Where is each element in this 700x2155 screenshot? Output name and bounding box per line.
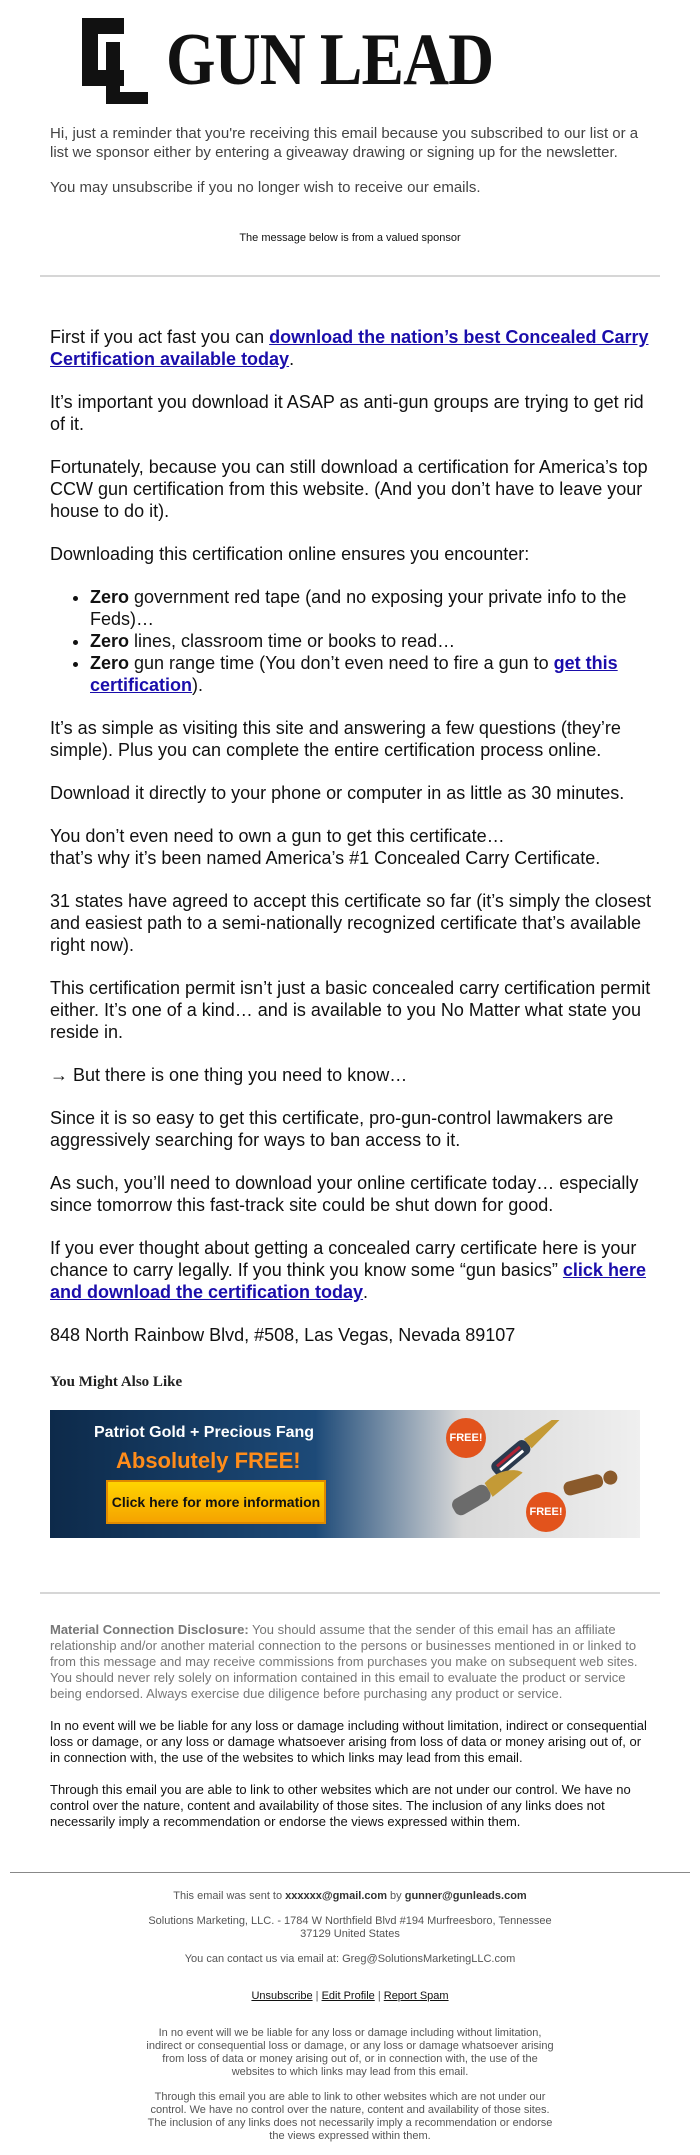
message-paragraph: → But there is one thing you need to know…	[50, 1065, 408, 1085]
benefits-list	[50, 586, 660, 696]
intro-reminder: Hi, just a reminder that you're receiving this email because you subscribed to our list or a list we sponsor either by entering a giveaway drawing or signing up for the newsletter.	[50, 125, 639, 161]
promo-banner[interactable]	[50, 1410, 640, 1538]
message-paragraph: Fortunately, because you can still download a certification for America’s top CCW gun certification from this website. (And you don’t have to leave your house to do it).	[50, 457, 648, 521]
click-here-download-link[interactable]: click here and download the certification today	[50, 1260, 646, 1302]
footer-links: Unsubscribe | Edit Profile | Report Spam	[251, 1990, 449, 2002]
message-paragraph: First if you act fast you can download the nation’s best Concealed Carry Certification available today.	[50, 327, 649, 369]
intro-section	[50, 124, 650, 213]
gl-monogram-icon	[72, 14, 154, 106]
list-item: • Zero gun range time (You don’t even need to fire a gun to get this certification).	[90, 652, 660, 696]
message-paragraph: 31 states have agreed to accept this certificate so far (it’s simply the closest and easiest path to a semi-nationally recognized certificate that’s available right now).	[50, 891, 651, 955]
message-paragraph: You don’t even need to own a gun to get this certificate… that’s why it’s been named America’s #1 Concealed Carry Certificate.	[50, 826, 601, 868]
sender-email: gunner@gunleads.com	[404, 1890, 527, 1902]
list-item: • Zero lines, classroom time or books to read…	[90, 630, 660, 652]
disclosure-label: Material Connection Disclosure:	[50, 1622, 249, 1637]
message-paragraph: It’s important you download it ASAP as anti-gun groups are trying to get rid of it.	[50, 392, 644, 434]
company-address: Solutions Marketing, LLC. - 1784 W Northfield Blvd #194 Murfreesboro, Tennessee 37129 United States	[148, 1915, 552, 1940]
material-disclosure	[50, 1622, 650, 1846]
message-paragraph: If you ever thought about getting a concealed carry certificate here is your chance to carry legally. If you think you know some “gun basics” click here and download the certification today.	[50, 1238, 646, 1302]
intro-unsubscribe-note: You may unsubscribe if you no longer wish to receive our emails.	[50, 179, 481, 196]
banner-headline: Patriot Gold + Precious Fang	[94, 1424, 315, 1441]
divider	[10, 1872, 690, 1873]
logo-text: GUN LEAD	[166, 19, 494, 101]
contact-line: You can contact us via email at: Greg@SolutionsMarketingLLC.com	[184, 1953, 516, 1965]
banner-more-info-button[interactable]: Click here for more information	[106, 1480, 326, 1524]
message-paragraph: Downloading this certification online ensures you encounter:	[50, 544, 530, 564]
message-paragraph: It’s as simple as visiting this site and answering a few questions (they’re simple). Plus you can complete the entire certification process online.	[50, 718, 621, 760]
message-paragraph: As such, you’ll need to download your online certificate today… especially since tomorrow this fast-track site could be shut down for good.	[50, 1173, 639, 1215]
sponsor-address: 848 North Rainbow Blvd, #508, Las Vegas, Nevada 89107	[50, 1325, 516, 1345]
knives-image	[434, 1420, 634, 1532]
message-paragraph: Download it directly to your phone or computer in as little as 30 minutes.	[50, 783, 625, 803]
message-paragraph: This certification permit isn’t just a basic concealed carry certification permit either. It’s one of a kind… and is available to you No Matter what state you reside in.	[50, 978, 651, 1042]
banner-free-text: Absolutely FREE!	[116, 1448, 301, 1473]
free-badge: FREE!	[446, 1418, 486, 1458]
sent-to-line: This email was sent to xxxxxx@gmail.com by gunner@gunleads.com	[173, 1890, 527, 1902]
sponsor-message	[50, 326, 660, 1367]
footer-legal: Through this email you are able to link to other websites which are not under our control. We have no control over the nature, content and availability of those sites. The inclusion of any links does not necessarily imply a recommendation or endorse the views expressed within them.	[147, 2091, 553, 2142]
external-links-paragraph: Through this email you are able to link to other websites which are not under our control. We have no control over the nature, content and availability of those sites. The inclusion of any links does not necessarily imply a recommendation or endorse the views expressed within them.	[50, 1782, 631, 1829]
gun-lead-logo[interactable]	[72, 12, 494, 108]
free-badge: FREE!	[526, 1492, 566, 1532]
disclosure-paragraph: Material Connection Disclosure: You should assume that the sender of this email has an affiliate relationship and/or another material connection to the persons or businesses mentioned in or linked to from this message and may receive commissions from purchases you make on subsequent web sites. You should never rely solely on information contained in this email to evaluate the product or service being endorsed. Always exercise due diligence before purchasing any product or service.	[50, 1622, 638, 1701]
edit-profile-link[interactable]: Edit Profile	[321, 1990, 375, 2002]
get-certification-link[interactable]: get this certification	[90, 653, 618, 695]
email-footer	[0, 1890, 700, 2155]
list-item: • Zero government red tape (and no exposing your private info to the Feds)…	[90, 586, 660, 630]
download-certification-link[interactable]: download the nation’s best Concealed Carry Certification available today	[50, 327, 649, 369]
divider	[40, 275, 660, 277]
report-spam-link[interactable]: Report Spam	[383, 1990, 449, 2002]
recipient-email: xxxxxx@gmail.com	[285, 1890, 387, 1902]
also-like-heading: You Might Also Like	[50, 1374, 183, 1390]
divider	[40, 1592, 660, 1594]
message-paragraph: Since it is so easy to get this certificate, pro-gun-control lawmakers are aggressively searching for ways to ban access to it.	[50, 1108, 614, 1150]
unsubscribe-link[interactable]: Unsubscribe	[251, 1990, 313, 2002]
liability-paragraph: In no event will we be liable for any loss or damage including without limitation, indirect or consequential loss or damage, or any loss or damage whatsoever arising from loss of data or money arising out of, or in connection with, the use of the websites to which links may lead from this email.	[50, 1718, 647, 1765]
sponsor-note: The message below is from a valued sponsor	[239, 232, 461, 244]
footer-legal: In no event will we be liable for any loss or damage including without limitation, indirect or consequential loss or damage, or any loss or damage whatsoever arising from loss of data or money arising out of, or in connection with, the use of the websites to which links may lead from this email.	[146, 2027, 554, 2078]
